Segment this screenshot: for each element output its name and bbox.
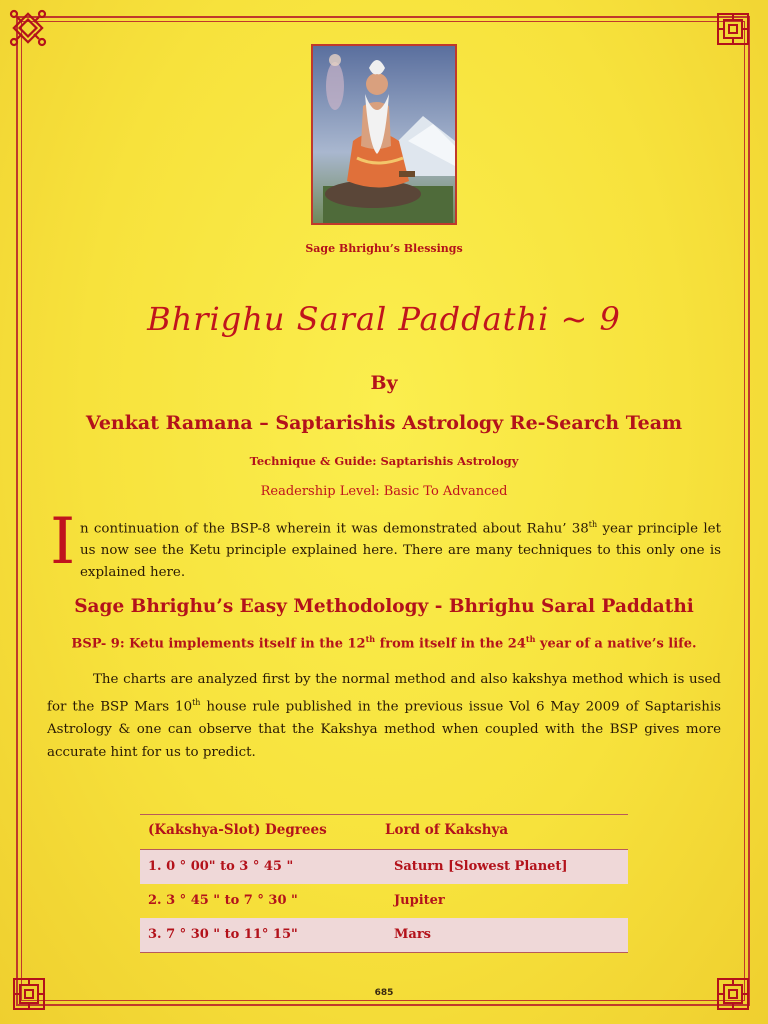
table-row: [140, 884, 628, 918]
section-heading: Sage Bhrighu’s Easy Methodology - Bhrighu Saral Paddathi: [74, 596, 694, 617]
body-paragraph: The charts are analyzed first by the normal method and also kakshya method which is used for the BSP Mars 10th house rule published in the previous issue Vol 6 May 2009 of Saptarishis Astrology & one can observe that the Kakshya method when coupled with the BSP gives more accurate hint for us to predict.: [47, 672, 721, 761]
table-header-row: [140, 814, 628, 850]
page-title: Bhrighu Saral Paddathi ~ 9: [147, 300, 621, 338]
endless-knot-icon: [8, 8, 48, 48]
table-header-lord: Lord of Kakshya: [385, 822, 509, 838]
table-cell-lord: Mars: [394, 927, 431, 942]
table-row: [140, 850, 628, 884]
table-row: [140, 918, 628, 953]
corner-knot-icon: [714, 10, 752, 48]
bsp-rule: BSP- 9: Ketu implements itself in the 12th from itself in the 24th year of a native’s life.: [71, 634, 697, 652]
author-line: Venkat Ramana – Saptarishis Astrology Re-Search Team: [85, 412, 683, 434]
sage-portrait-image: [311, 44, 457, 225]
table-header-degrees: (Kakshya-Slot) Degrees: [148, 822, 327, 838]
readership-level: Readership Level: Basic To Advanced: [260, 484, 508, 499]
image-caption: Sage Bhrighu’s Blessings: [305, 242, 463, 255]
technique-line: Technique & Guide: Saptarishis Astrology: [249, 454, 519, 468]
table-cell-degrees: 2. 3 ° 45 " to 7 ° 30 ": [148, 893, 298, 908]
kakshya-table: [140, 814, 628, 953]
byline-label: By: [370, 372, 398, 394]
drop-cap: I: [50, 505, 76, 579]
table-cell-degrees: 1. 0 ° 00" to 3 ° 45 ": [148, 859, 294, 874]
intro-paragraph: n continuation of the BSP-8 wherein it was demonstrated about Rahu’ 38th year principle let us now see the Ketu principle explained here. There are many techniques to this only one is explained here.: [80, 520, 721, 581]
table-cell-lord: Jupiter: [394, 893, 445, 908]
page-number: 685: [374, 988, 394, 998]
table-cell-degrees: 3. 7 ° 30 " to 11° 15": [148, 927, 298, 942]
table-cell-lord: Saturn [Slowest Planet]: [394, 859, 568, 874]
